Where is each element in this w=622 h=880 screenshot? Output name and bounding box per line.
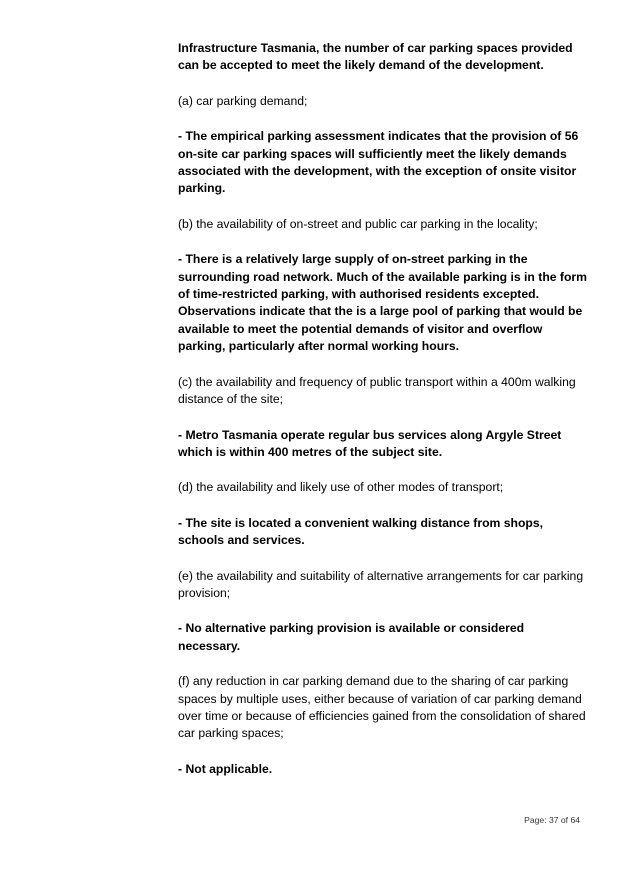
criterion-a: (a) car parking demand; xyxy=(178,93,308,108)
paragraph-intro-conclusion: Infrastructure Tasmania, the number of car parking spaces provided can be accepted to meet the likely demand of the development. xyxy=(178,41,573,73)
page-number: Page: 37 of 64 xyxy=(524,815,580,825)
criterion-b: (b) the availability of on-street and public car parking in the locality; xyxy=(178,216,538,231)
response-c: - Metro Tasmania operate regular bus services along Argyle Street which is within 400 metres of the subject site. xyxy=(178,427,562,459)
criterion-e: (e) the availability and suitability of alternative arrangements for car parking provision; xyxy=(178,568,584,600)
response-d: - The site is located a convenient walking distance from shops, schools and services. xyxy=(178,515,544,548)
criterion-f: (f) any reduction in car parking demand due to the sharing of car parking spaces by multiple uses, either because of variation of car parking demand over time or because of efficiencies gained from the consolidation of shared car parking spaces; xyxy=(178,674,586,741)
response-e: - No alternative parking provision is available or considered necessary. xyxy=(178,621,525,653)
criterion-c: (c) the availability and frequency of public transport within a 400m walking distance of the site; xyxy=(178,374,576,407)
criterion-d: (d) the availability and likely use of other modes of transport; xyxy=(178,480,504,495)
response-a: - The empirical parking assessment indicates that the provision of 56 on-site car parking spaces will sufficiently meet the likely demands associated with the development, with the exception of onsite visitor parking. xyxy=(178,129,579,196)
response-f: - Not applicable. xyxy=(178,761,273,776)
response-b: - There is a relatively large supply of on-street parking in the surrounding road network. Much of the available parking is in the form of time-restricted parking, with authorised residents excepted. Observations indicate that the is a large pool of parking that would be available to meet the potential demands of visitor and overflow parking, particularly after normal working hours. xyxy=(178,252,588,354)
document-body xyxy=(178,40,588,796)
